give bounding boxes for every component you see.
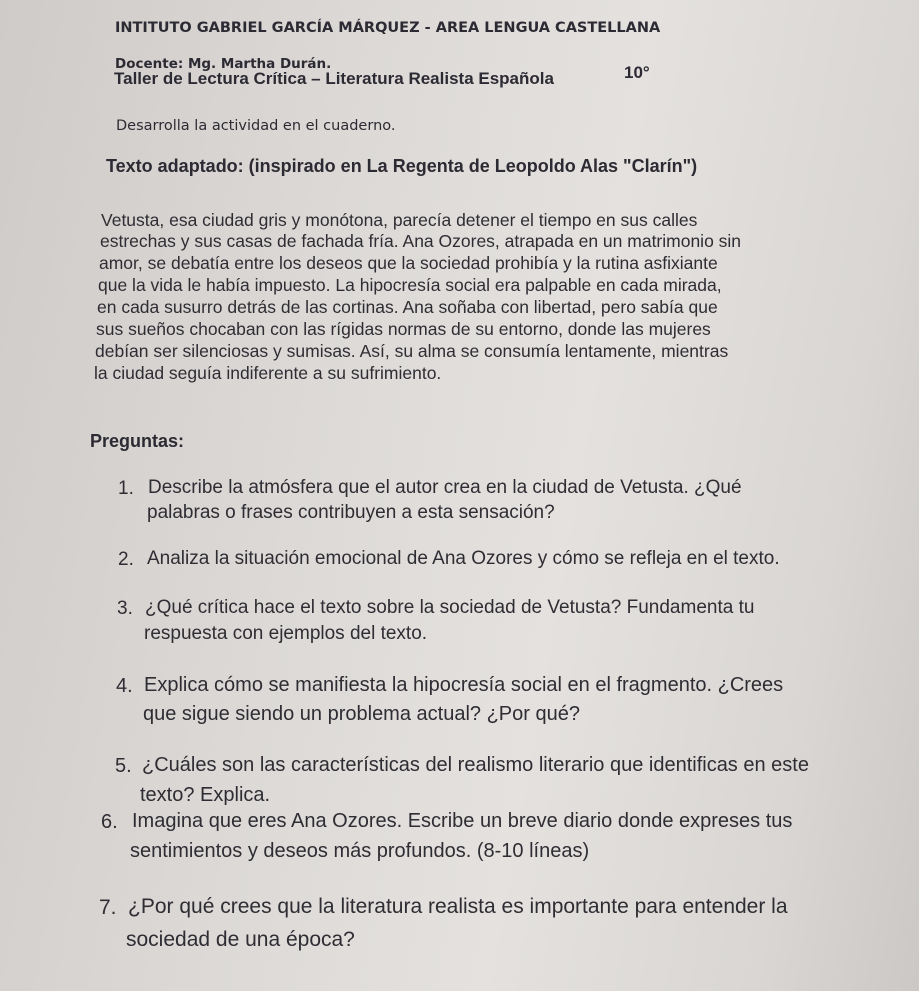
teacher-name: Docente: Mg. Martha Durán. [115, 56, 332, 72]
question-text-line: Analiza la situación emocional de Ana Ozores y cómo se refleja en el texto. [147, 548, 780, 569]
paragraph-line: Vetusta, esa ciudad gris y monótona, parecía detener el tiempo en sus calles [101, 210, 698, 230]
question-text-line: texto? Explica. [140, 784, 271, 806]
question-text-line: Explica cómo se manifiesta la hipocresía social en el fragmento. ¿Crees [144, 674, 784, 696]
paragraph-line: sus sueños chocaban con las rígidas normas de su entorno, donde las mujeres [96, 319, 711, 339]
question-number: 2. [118, 549, 134, 570]
paragraph-line: estrechas y sus casas de fachada fría. Ana Ozores, atrapada en un matrimonio sin [100, 231, 742, 251]
question-text-line: Describe la atmósfera que el autor crea en la ciudad de Vetusta. ¿Qué [148, 477, 742, 498]
question-number: 4. [116, 675, 133, 697]
grade-label: 10° [624, 63, 650, 82]
workshop-title: Taller de Lectura Crítica – Literatura Realista Española [114, 69, 554, 88]
question-text-line: que sigue siendo un problema actual? ¿Por qué? [143, 703, 580, 725]
question-text-line: palabras o frases contribuyen a esta sensación? [147, 502, 555, 523]
paragraph-line: la ciudad seguía indiferente a su sufrimiento. [94, 363, 442, 383]
question-number: 5. [115, 755, 132, 777]
question-number: 1. [118, 478, 134, 499]
paragraph-line: en cada susurro detrás de las cortinas. Ana soñaba con libertad, pero sabía que [97, 297, 718, 317]
paragraph-line: debían ser silenciosas y sumisas. Así, su alma se consumía lentamente, mientras [95, 341, 729, 361]
question-number: 7. [99, 896, 117, 919]
question-number: 6. [101, 811, 118, 833]
question-text-line: sentimientos y deseos más profundos. (8-10 líneas) [130, 840, 590, 862]
question-text-line: respuesta con ejemplos del texto. [144, 623, 428, 644]
question-text-line: ¿Cuáles son las características del realismo literario que identificas en este [142, 754, 809, 776]
question-text-line: ¿Por qué crees que la literatura realista es importante para entender la [128, 895, 788, 918]
question-number: 3. [117, 598, 133, 619]
instruction-text: Desarrolla la actividad en el cuaderno. [116, 118, 396, 134]
text-title: Texto adaptado: (inspirado en La Regenta de Leopoldo Alas "Clarín") [106, 156, 698, 176]
questions-title: Preguntas: [90, 431, 185, 451]
question-text-line: Imagina que eres Ana Ozores. Escribe un breve diario donde expreses tus [132, 810, 793, 832]
question-text-line: sociedad de una época? [126, 928, 355, 951]
paragraph-line: amor, se debatía entre los deseos que la sociedad prohibía y la rutina asfixiante [99, 253, 718, 273]
question-text-line: ¿Qué crítica hace el texto sobre la sociedad de Vetusta? Fundamenta tu [145, 597, 755, 618]
institution-header: INTITUTO GABRIEL GARCÍA MÁRQUEZ - AREA LENGUA CASTELLANA [115, 20, 661, 36]
paragraph-line: que la vida le había impuesto. La hipocresía social era palpable en cada mirada, [98, 275, 722, 295]
